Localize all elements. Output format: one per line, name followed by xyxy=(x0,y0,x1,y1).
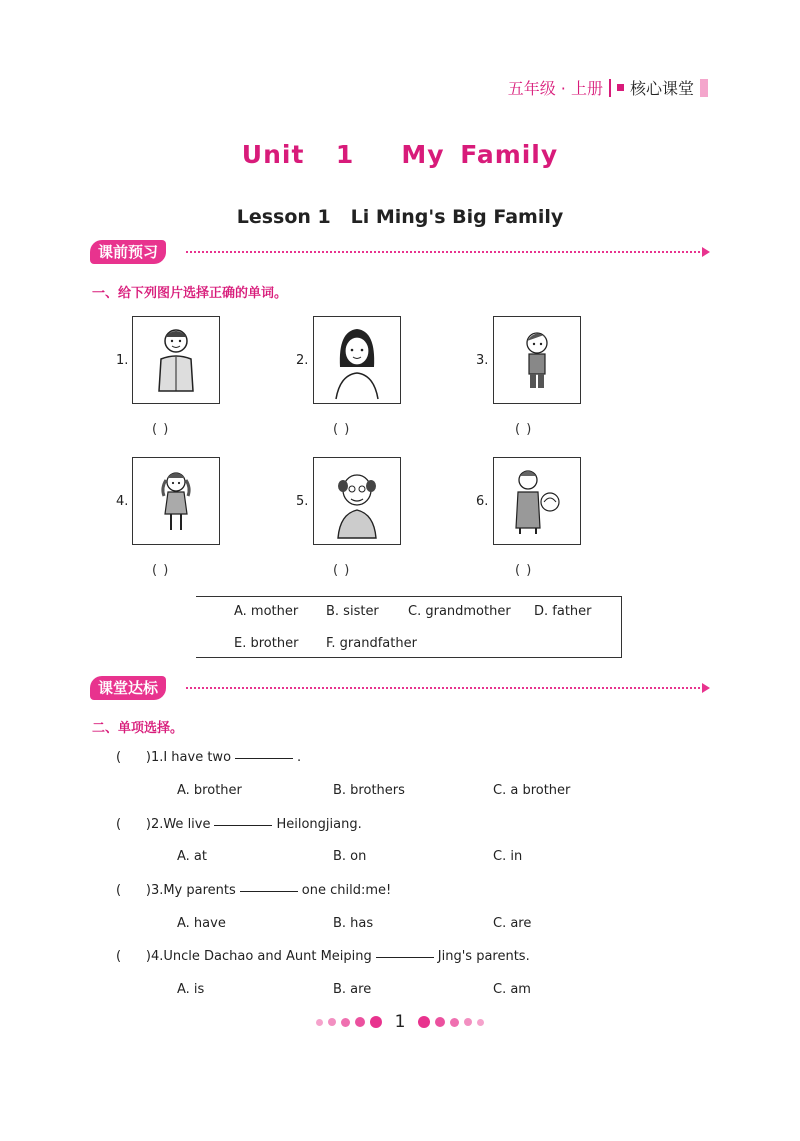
item-number: 5. xyxy=(296,494,309,509)
book-header xyxy=(508,76,708,99)
unit-title: Unit 1 My Family xyxy=(241,140,559,169)
picture-box-1 xyxy=(132,316,220,404)
choice-b: B. on xyxy=(333,849,367,864)
arrow-icon xyxy=(702,683,710,693)
choice-c: C. a brother xyxy=(493,783,571,798)
choice-a: A. at xyxy=(177,849,207,864)
fill-blank[interactable] xyxy=(235,758,293,759)
answer-paren[interactable]: ( ) xyxy=(116,750,151,765)
answer-paren[interactable]: ( ) xyxy=(333,422,351,437)
choice-a: A. is xyxy=(177,982,205,997)
choice-b: B. brothers xyxy=(333,783,405,798)
fill-blank[interactable] xyxy=(214,825,272,826)
choice-c: C. in xyxy=(493,849,523,864)
boy-brother-icon xyxy=(494,317,580,403)
picture-box-6 xyxy=(493,457,581,545)
answer-paren[interactable]: ( ) xyxy=(152,563,170,578)
picture-box-4 xyxy=(132,457,220,545)
question-text-post: . xyxy=(297,750,302,765)
old-man-grandfather-icon xyxy=(314,458,400,544)
arrow-icon xyxy=(702,247,710,257)
woman-mother-icon xyxy=(314,317,400,403)
question-text-pre: We live xyxy=(163,817,211,832)
dot-icon xyxy=(316,1019,323,1026)
option-c: C. grandmother xyxy=(408,604,511,619)
page-number: 1 xyxy=(394,1012,406,1032)
option-f: F. grandfather xyxy=(326,636,417,651)
question-4 xyxy=(116,949,530,964)
dotted-line xyxy=(186,251,704,253)
option-b: B. sister xyxy=(326,604,379,619)
question-2 xyxy=(116,817,362,832)
dot-icon xyxy=(341,1018,350,1027)
choice-b: B. are xyxy=(333,982,372,997)
choice-a: A. brother xyxy=(177,783,242,798)
answer-paren[interactable]: ( ) xyxy=(515,422,533,437)
item-number: 6. xyxy=(476,494,489,509)
option-a: A. mother xyxy=(234,604,299,619)
grade-label: 五年级 · 上册 xyxy=(507,79,603,98)
fill-blank[interactable] xyxy=(240,891,298,892)
picture-box-2 xyxy=(313,316,401,404)
item-number: 4. xyxy=(116,494,129,509)
divider xyxy=(609,79,611,97)
answer-paren[interactable]: ( ) xyxy=(152,422,170,437)
question-text-post: Heilongjiang. xyxy=(276,817,362,832)
man-father-icon xyxy=(133,317,219,403)
item-number: 2. xyxy=(296,353,309,368)
choice-c: C. are xyxy=(493,916,532,931)
series-label: 核心课堂 xyxy=(629,79,694,98)
dot-icon xyxy=(328,1018,336,1026)
item-number: 1. xyxy=(116,353,129,368)
page-footer xyxy=(0,1012,800,1032)
section-tag: 课堂达标 xyxy=(90,676,166,700)
dot-icon xyxy=(418,1016,430,1028)
dot-icon xyxy=(435,1017,445,1027)
choice-a: A. have xyxy=(177,916,226,931)
section-banner-preview xyxy=(90,240,710,264)
girl-sister-icon xyxy=(133,458,219,544)
question-3 xyxy=(116,883,391,898)
answer-paren[interactable]: ( ) xyxy=(116,949,151,964)
question-text-pre: Uncle Dachao and Aunt Meiping xyxy=(163,949,372,964)
answer-paren[interactable]: ( ) xyxy=(515,563,533,578)
word-options-box xyxy=(196,596,622,658)
box-right-border xyxy=(621,597,623,657)
question-number: 1. xyxy=(150,750,164,765)
question-text-pre: My parents xyxy=(163,883,236,898)
choice-c: C. am xyxy=(493,982,531,997)
dot-icon xyxy=(477,1019,484,1026)
answer-paren[interactable]: ( ) xyxy=(116,817,151,832)
old-woman-grandmother-icon xyxy=(494,458,580,544)
question-text-post: Jing's parents. xyxy=(437,949,530,964)
question-number: 3. xyxy=(150,883,164,898)
lesson-title: Lesson 1 Li Ming's Big Family xyxy=(236,206,564,228)
dot-icon xyxy=(450,1018,459,1027)
fill-blank[interactable] xyxy=(376,957,434,958)
item-number: 3. xyxy=(476,353,489,368)
dot-icon xyxy=(370,1016,382,1028)
option-e: E. brother xyxy=(234,636,299,651)
square-icon xyxy=(617,84,624,91)
dot-icon xyxy=(464,1018,472,1026)
answer-paren[interactable]: ( ) xyxy=(333,563,351,578)
corner-block-icon xyxy=(700,79,708,97)
choice-b: B. has xyxy=(333,916,374,931)
section-tag: 课前预习 xyxy=(90,240,166,264)
picture-box-5 xyxy=(313,457,401,545)
option-d: D. father xyxy=(534,604,592,619)
question-heading-2: 二、单项选择。 xyxy=(92,721,184,736)
picture-box-3 xyxy=(493,316,581,404)
question-text-pre: I have two xyxy=(163,750,232,765)
question-heading-1: 一、给下列图片选择正确的单词。 xyxy=(92,286,288,301)
section-banner-class xyxy=(90,676,710,700)
question-1 xyxy=(116,750,301,765)
question-text-post: one child:me! xyxy=(301,883,392,898)
question-number: 4. xyxy=(150,949,164,964)
answer-paren[interactable]: ( ) xyxy=(116,883,151,898)
dot-icon xyxy=(355,1017,365,1027)
dotted-line xyxy=(186,687,704,689)
question-number: 2. xyxy=(150,817,164,832)
